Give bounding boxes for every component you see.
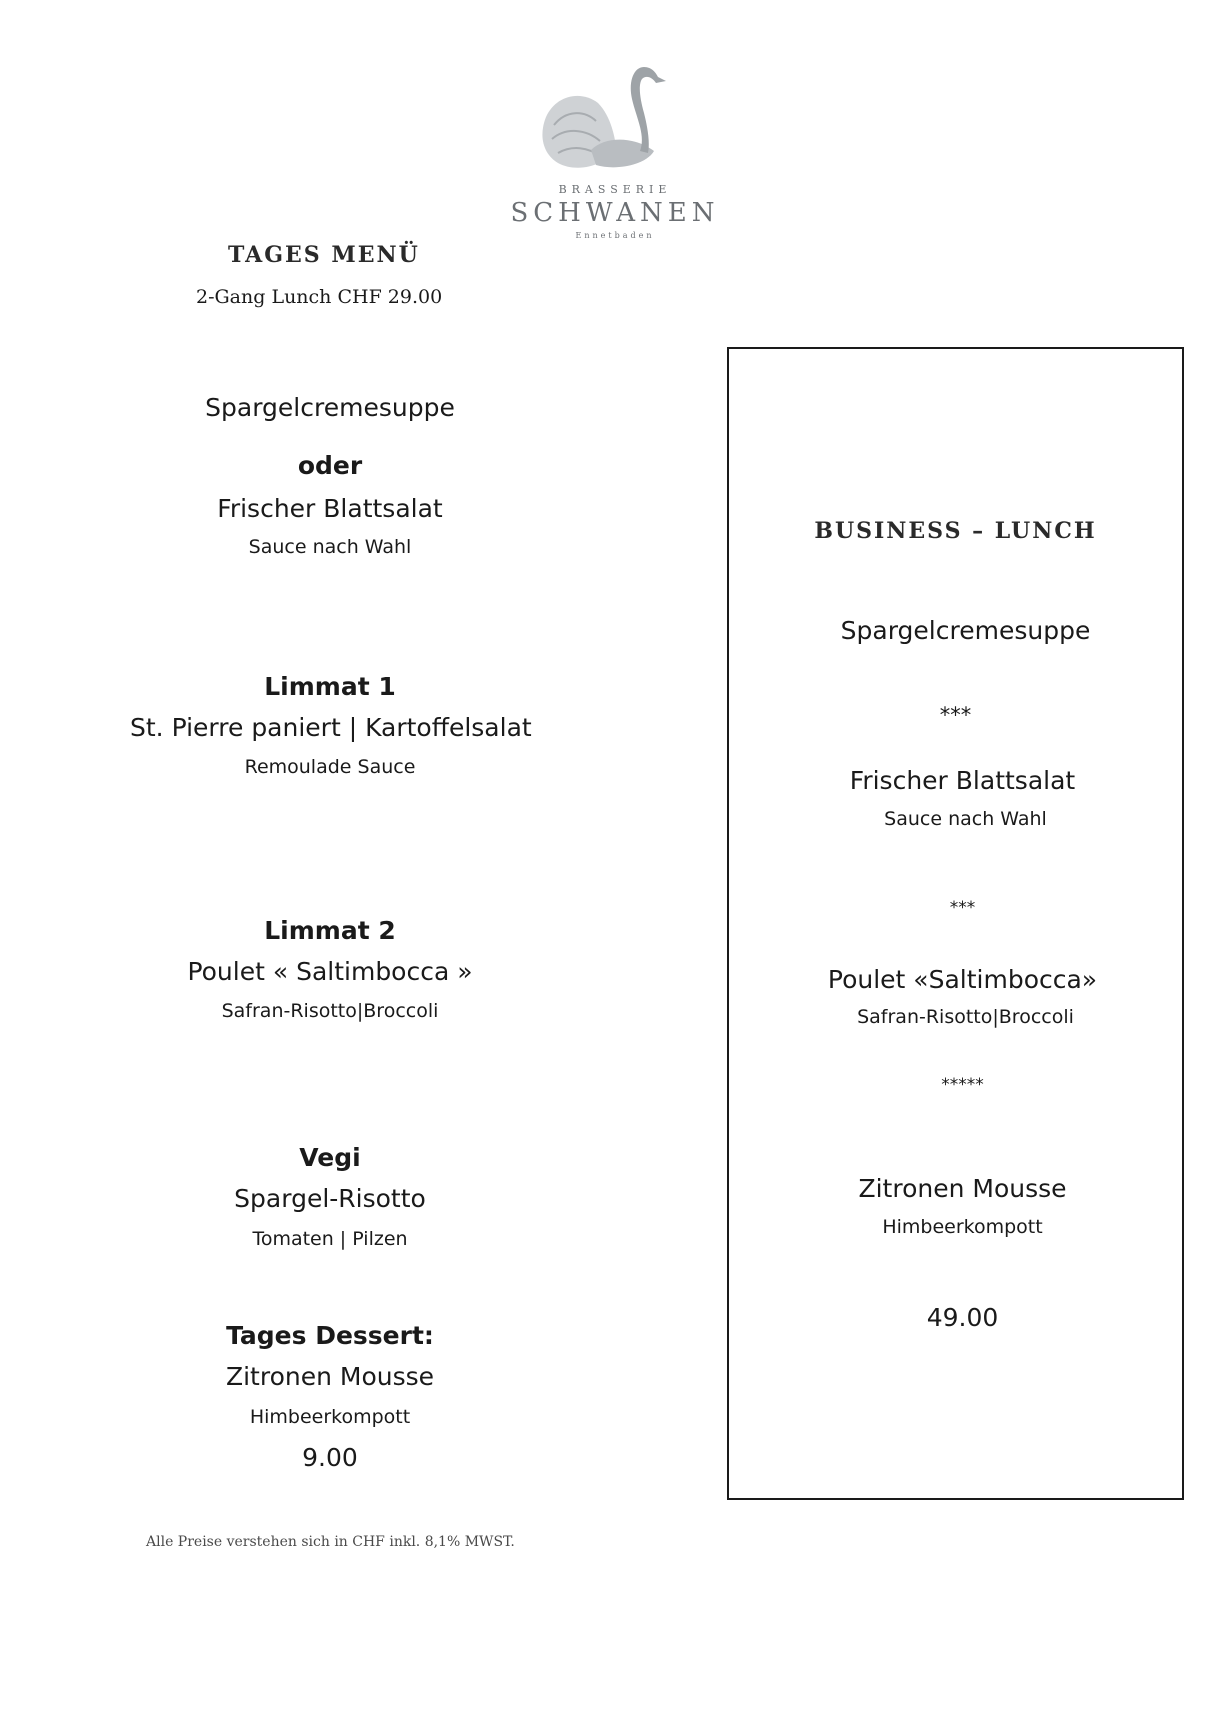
limmat1-dish: St. Pierre paniert | Kartoffelsalat — [130, 713, 532, 742]
business-separator-2: *** — [949, 898, 976, 918]
dessert-dish: Zitronen Mousse — [225, 1362, 435, 1391]
business-course-2: Frischer Blattsalat — [849, 766, 1076, 795]
tages-menu-title: TAGES MENÜ — [228, 242, 420, 268]
business-course-1: Spargelcremesuppe — [840, 616, 1091, 645]
business-course-2-note: Sauce nach Wahl — [884, 808, 1047, 830]
vegi-heading: Vegi — [299, 1143, 361, 1172]
business-separator-3: ***** — [941, 1075, 984, 1095]
swan-icon — [536, 55, 666, 175]
brand-line-1: BRASSERIE — [558, 183, 672, 196]
limmat2-dish: Poulet « Saltimbocca » — [187, 957, 473, 986]
business-course-3: Poulet «Saltimbocca» — [827, 965, 1098, 994]
brand-location: Ennetbaden — [575, 231, 655, 240]
vegi-note: Tomaten | Pilzen — [252, 1228, 408, 1250]
business-course-4: Zitronen Mousse — [858, 1174, 1067, 1203]
dessert-price: 9.00 — [302, 1443, 358, 1472]
limmat2-note: Safran-Risotto|Broccoli — [221, 1000, 439, 1022]
vegi-dish: Spargel-Risotto — [234, 1184, 426, 1213]
business-separator-1: *** — [939, 703, 972, 727]
dessert-heading: Tages Dessert: — [226, 1321, 434, 1350]
footnote: Alle Preise verstehen sich in CHF inkl. 8,1% MWST. — [146, 1534, 515, 1550]
tages-menu-subtitle: 2-Gang Lunch CHF 29.00 — [196, 286, 443, 308]
limmat1-note: Remoulade Sauce — [244, 756, 416, 778]
starter-1: Spargelcremesuppe — [205, 393, 455, 422]
or-label: oder — [297, 451, 363, 480]
brand-logo — [500, 55, 730, 245]
business-price: 49.00 — [926, 1303, 999, 1332]
limmat1-heading: Limmat 1 — [264, 672, 396, 701]
dessert-note: Himbeerkompott — [249, 1406, 411, 1428]
business-course-4-note: Himbeerkompott — [882, 1216, 1043, 1238]
limmat2-heading: Limmat 2 — [264, 916, 396, 945]
starter-2-note: Sauce nach Wahl — [248, 536, 412, 558]
business-course-3-note: Safran-Risotto|Broccoli — [857, 1006, 1074, 1028]
business-lunch-title: BUSINESS – LUNCH — [814, 518, 1097, 544]
starter-2: Frischer Blattsalat — [217, 494, 443, 523]
brand-name: SCHWANEN — [510, 198, 720, 228]
